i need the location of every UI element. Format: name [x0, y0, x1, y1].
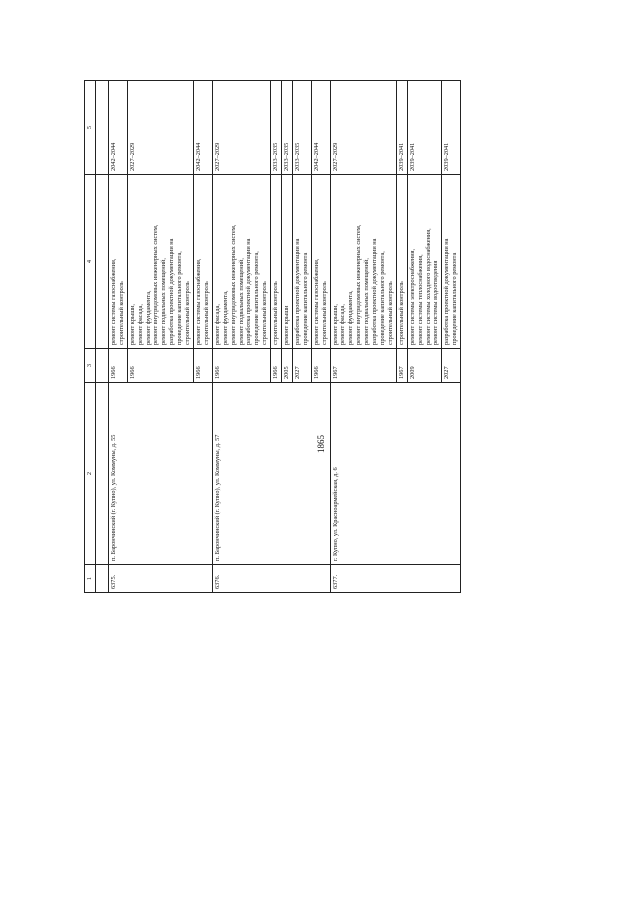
- work-line: ремонт фундамента,: [347, 290, 355, 345]
- column-header: 3: [85, 349, 96, 383]
- work-line: строительный контроль: [261, 281, 269, 345]
- period-cell: 2039–2041: [442, 81, 461, 175]
- year-cell: 1966: [311, 349, 330, 383]
- work-line: строительный контроль: [202, 281, 210, 345]
- work-line: ремонт подвальных помещений,: [237, 258, 245, 345]
- table-row: [212, 81, 270, 593]
- address-cell: п. Барончинский (г. Купно), ул. Коммуны, д. 57: [212, 383, 330, 565]
- spacer-cell: [95, 81, 108, 175]
- work-line: ремонт внутридомовых инженерных систем,: [355, 224, 363, 345]
- work-line: проведение капитального ремонта,: [379, 251, 386, 345]
- work-line: ремонт системы газоснабжения,: [194, 258, 202, 345]
- period-cell: 2042–2044: [108, 81, 127, 175]
- work-line: строительный контроль: [320, 281, 328, 345]
- work-line: ремонт подвальных помещений,: [160, 258, 168, 345]
- work-line: разработка проектной документации на: [371, 238, 379, 345]
- period-cell: 2033–2035: [271, 81, 282, 175]
- work-line: ремонт фасада,: [213, 304, 221, 345]
- period-cell: 2039–2041: [407, 81, 442, 175]
- year-cell: 1967: [396, 349, 407, 383]
- spacer-cell: [95, 383, 108, 565]
- work-line: проведение капитального ремонта: [301, 252, 309, 345]
- spacer-cell: [95, 349, 108, 383]
- works-cell: [282, 175, 293, 349]
- work-line: разработка проектной документации на: [443, 238, 451, 345]
- column-header: 2: [85, 383, 96, 565]
- work-line: строительный контроль: [184, 281, 192, 345]
- row-number: 6375.: [108, 565, 212, 593]
- column-header: 5: [85, 81, 96, 175]
- work-line: строительный контроль: [386, 281, 394, 345]
- year-cell: 2027: [442, 349, 461, 383]
- works-cell: [442, 175, 461, 349]
- work-line: строительный контроль: [117, 281, 125, 345]
- repair-schedule-table: [84, 80, 461, 593]
- row-number: 6377.: [330, 565, 461, 593]
- table-row: [330, 81, 396, 593]
- period-cell: 2027–2029: [330, 81, 396, 175]
- period-cell: 2033–2035: [282, 81, 293, 175]
- work-line: строительный контроль: [397, 281, 405, 345]
- page-number: 1865: [316, 435, 326, 453]
- year-cell: 1967: [330, 349, 396, 383]
- year-cell: 2027: [292, 349, 311, 383]
- work-line: ремонт фундамента,: [221, 290, 229, 345]
- work-line: ремонт внутридомовых инженерных систем,: [152, 224, 160, 345]
- works-cell: [311, 175, 330, 349]
- year-cell: 1966: [271, 349, 282, 383]
- work-line: ремонт фасада,: [339, 304, 347, 345]
- year-cell: 2009: [407, 349, 442, 383]
- period-cell: 2042–2044: [193, 81, 212, 175]
- work-line: ремонт системы газоснабжения,: [312, 258, 320, 345]
- year-cell: 2005: [282, 349, 293, 383]
- work-line: разработка проектной документации на: [168, 238, 176, 345]
- work-line: ремонт системы газоснабжения,: [109, 258, 117, 345]
- works-cell: [108, 175, 127, 349]
- work-line: ремонт системы водоотведения: [432, 260, 440, 345]
- table-row: [108, 81, 127, 593]
- spacer-cell: [95, 175, 108, 349]
- year-cell: 1966: [127, 349, 193, 383]
- work-line: разработка проектной документации на: [293, 238, 301, 345]
- work-line: проведение капитального ремонта: [451, 252, 459, 345]
- column-header: 1: [85, 565, 96, 593]
- work-line: проведение капитального ремонта,: [253, 251, 261, 345]
- row-number: 6376.: [212, 565, 330, 593]
- works-cell: [193, 175, 212, 349]
- work-line: строительный контроль: [272, 281, 280, 345]
- year-cell: 1966: [108, 349, 127, 383]
- period-cell: 2039–2041: [396, 81, 407, 175]
- work-line: ремонт крыши,: [128, 303, 136, 345]
- address-cell: п. Барончинский (г. Купно), ул. Коммуны, д. 55: [108, 383, 212, 565]
- work-line: ремонт внутридомовых инженерных систем,: [229, 224, 237, 345]
- work-line: проведение капитального ремонта,: [176, 251, 184, 345]
- period-cell: 2042–2044: [311, 81, 330, 175]
- work-line: ремонт системы электроснабжения,: [408, 248, 416, 345]
- works-cell: [127, 175, 193, 349]
- address-cell: г. Купно, ул. Красноармейская, д. 6: [330, 383, 461, 565]
- works-cell: [271, 175, 282, 349]
- work-line: разработка проектной документации на: [245, 238, 253, 345]
- works-cell: [407, 175, 442, 349]
- year-cell: 1966: [193, 349, 212, 383]
- works-cell: [212, 175, 270, 349]
- period-cell: 2027–2029: [127, 81, 193, 175]
- work-line: ремонт системы холодного водоснабжения,: [424, 228, 432, 345]
- works-cell: [292, 175, 311, 349]
- work-line: ремонт фасада,: [136, 304, 144, 345]
- work-line: ремонт подвальных помещений,: [363, 258, 371, 345]
- column-header: 4: [85, 175, 96, 349]
- header-row: [85, 81, 96, 593]
- works-cell: [396, 175, 407, 349]
- spacer-row: [95, 81, 108, 593]
- table-body: [108, 81, 460, 593]
- work-line: ремонт крыши: [283, 305, 291, 345]
- work-line: ремонт крыши,: [331, 303, 339, 345]
- period-cell: 2027–2029: [212, 81, 270, 175]
- year-cell: 1966: [212, 349, 270, 383]
- spacer-cell: [95, 565, 108, 593]
- document-sheet: [84, 81, 592, 593]
- work-line: ремонт фундамента,: [144, 290, 152, 345]
- works-cell: [330, 175, 396, 349]
- period-cell: 2033–2035: [292, 81, 311, 175]
- work-line: ремонт системы теплоснабжения,: [416, 254, 424, 345]
